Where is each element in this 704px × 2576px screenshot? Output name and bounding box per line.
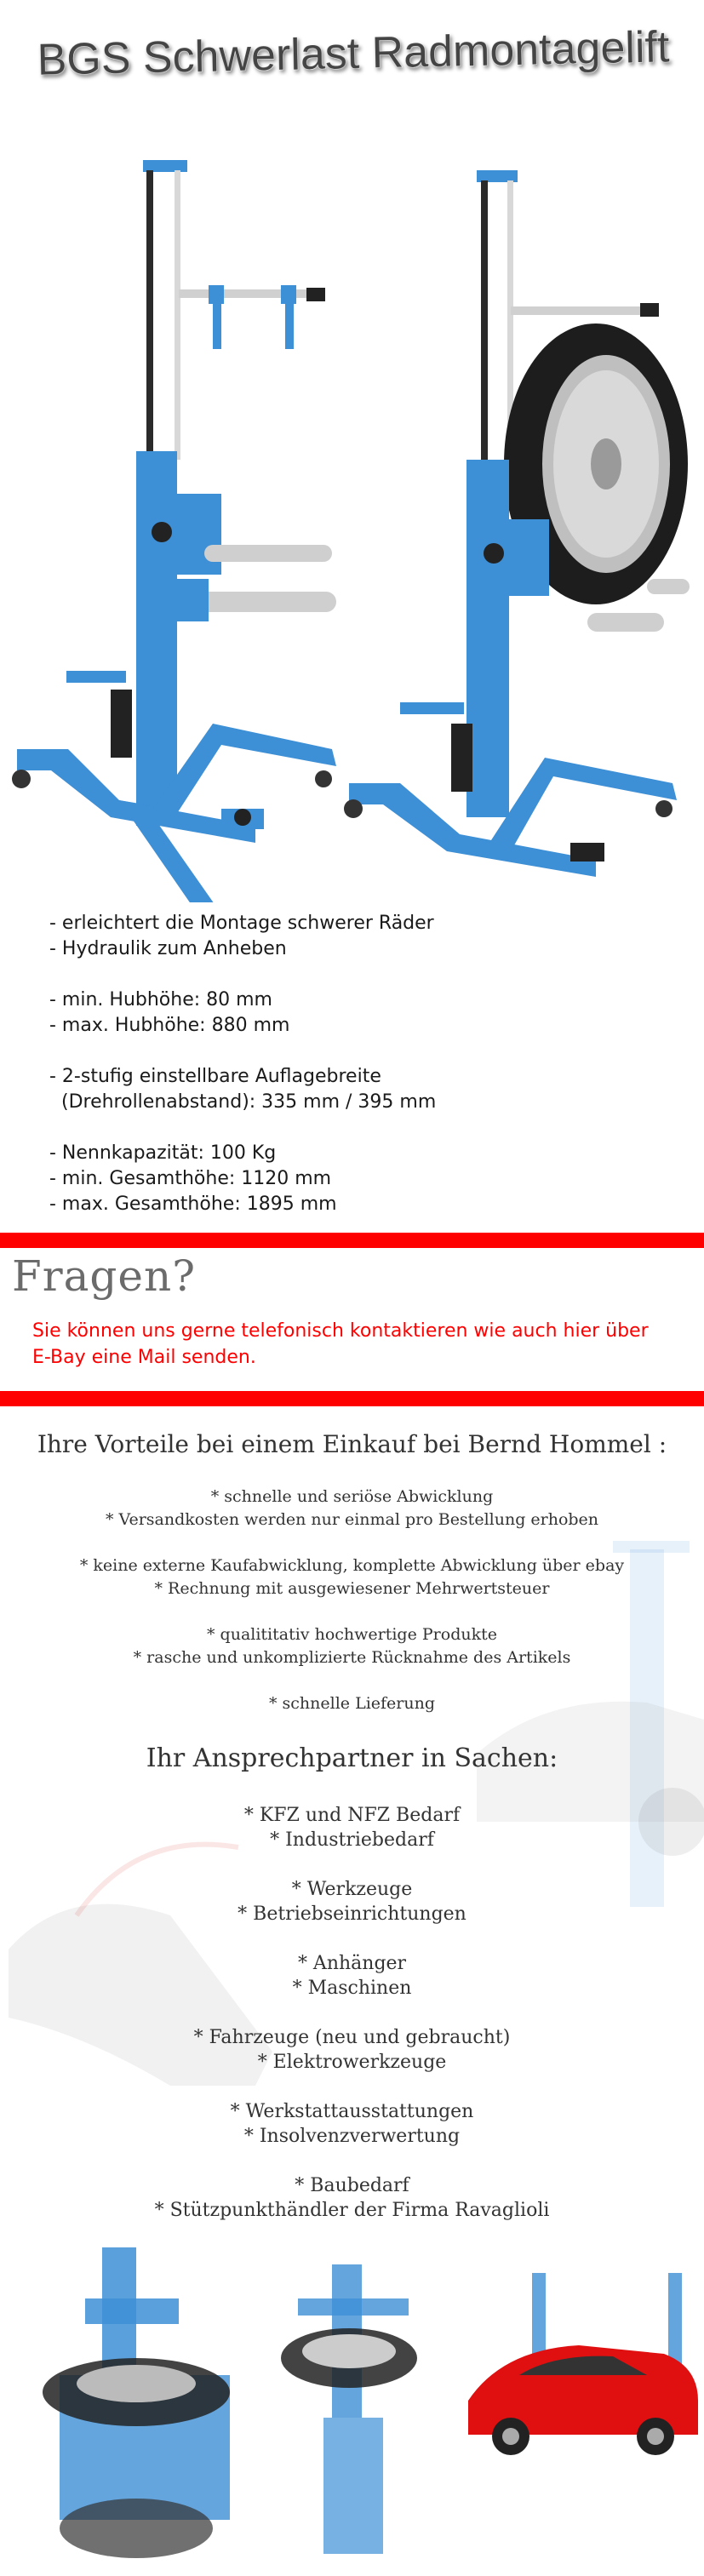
partner-item: * Anhänger: [297, 1953, 407, 1974]
partner-item: * Betriebseinrichtungen: [238, 1903, 466, 1925]
partner-item: * Fahrzeuge (neu und gebraucht): [193, 2027, 511, 2048]
partner-item: * KFZ und NFZ Bedarf: [243, 1805, 461, 1826]
page-title: [17, 15, 690, 92]
contact-text: Sie können uns gerne telefonisch kontaktieren wie auch hier über E-Bay eine Mail senden.: [32, 1320, 649, 1368]
partner-item: * Werkzeuge: [291, 1879, 413, 1900]
benefit-item: * rasche und unkomplizierte Rücknahme des Artikels: [133, 1648, 571, 1667]
feature-line: - min. Gesamthöhe: 1120 mm: [49, 1168, 332, 1189]
contact-title: Fragen?: [12, 1251, 197, 1301]
feature-line: - 2-stufig einstellbare Auflagebreite: [49, 1066, 381, 1087]
partner-group: [0, 1803, 704, 1852]
wheel-lift-with-tire: [344, 170, 690, 877]
benefit-group: [0, 1692, 704, 1715]
divider-red-bottom: [0, 1391, 704, 1406]
partner-item: * Werkstattausstattungen: [230, 2101, 474, 2122]
partner-group: [0, 2099, 704, 2149]
benefit-item: * Rechnung mit ausgewiesener Mehrwertsteuer: [154, 1579, 550, 1598]
benefit-group: [0, 1554, 704, 1600]
feature-line: - erleichtert die Montage schwerer Räder: [49, 913, 434, 934]
feature-group: [49, 987, 645, 1039]
benefits-heading: Ihre Vorteile bei einem Einkauf bei Bernd Hommel :: [37, 1430, 667, 1458]
product-image: [0, 136, 704, 902]
partner-item: * Elektrowerkzeuge: [257, 2052, 447, 2073]
divider-red-top: [0, 1233, 704, 1248]
feature-line: (Drehrollenabstand): 335 mm / 395 mm: [49, 1091, 437, 1113]
partner-item: * Maschinen: [292, 1978, 412, 1999]
partner-item: * Baubedarf: [295, 2175, 409, 2196]
feature-group: [49, 911, 645, 962]
benefit-item: * qualititativ hochwertige Produkte: [207, 1625, 497, 1644]
wheel-lift-empty: [12, 160, 336, 902]
partner-item: * Industriebedarf: [270, 1829, 434, 1851]
page-title-art: [17, 15, 690, 92]
partner-group: [0, 1877, 704, 1926]
feature-line: - min. Hubhöhe: 80 mm: [49, 989, 272, 1010]
partner-list: [0, 1803, 704, 2247]
benefits-list: [0, 1485, 704, 1738]
feature-line: - max. Hubhöhe: 880 mm: [49, 1015, 290, 1036]
feature-line: - max. Gesamthöhe: 1895 mm: [49, 1194, 337, 1215]
feature-line: - Nennkapazität: 100 Kg: [49, 1142, 277, 1164]
wheel-balancer-image: [281, 2264, 417, 2554]
page-title-text: BGS Schwerlast Radmontagelift: [37, 22, 670, 85]
benefit-group: [0, 1623, 704, 1669]
benefit-item: * schnelle Lieferung: [268, 1694, 436, 1713]
partner-item: * Insolvenzverwertung: [243, 2126, 461, 2147]
benefit-item: * keine externe Kaufabwicklung, komplette Abwicklung über ebay: [79, 1556, 625, 1575]
car-lift-image: [468, 2273, 698, 2455]
feature-line: - Hydraulik zum Anheben: [49, 938, 287, 959]
feature-group: [49, 1141, 645, 1217]
feature-group: [49, 1064, 645, 1115]
benefit-item: * schnelle und seriöse Abwicklung: [210, 1487, 494, 1506]
feature-list: [49, 911, 645, 1243]
benefit-item: * Versandkosten werden nur einmal pro Bestellung erhoben: [105, 1510, 599, 1529]
partner-group: [0, 2025, 704, 2075]
tire-changer-image: [43, 2247, 230, 2558]
partner-group: [0, 1951, 704, 2001]
bottom-product-images: [0, 2247, 704, 2576]
partner-heading: Ihr Ansprechpartner in Sachen:: [146, 1743, 558, 1773]
partner-group: [0, 2173, 704, 2223]
partner-item: * Stützpunkthändler der Firma Ravaglioli: [154, 2200, 550, 2221]
benefit-group: [0, 1485, 704, 1531]
